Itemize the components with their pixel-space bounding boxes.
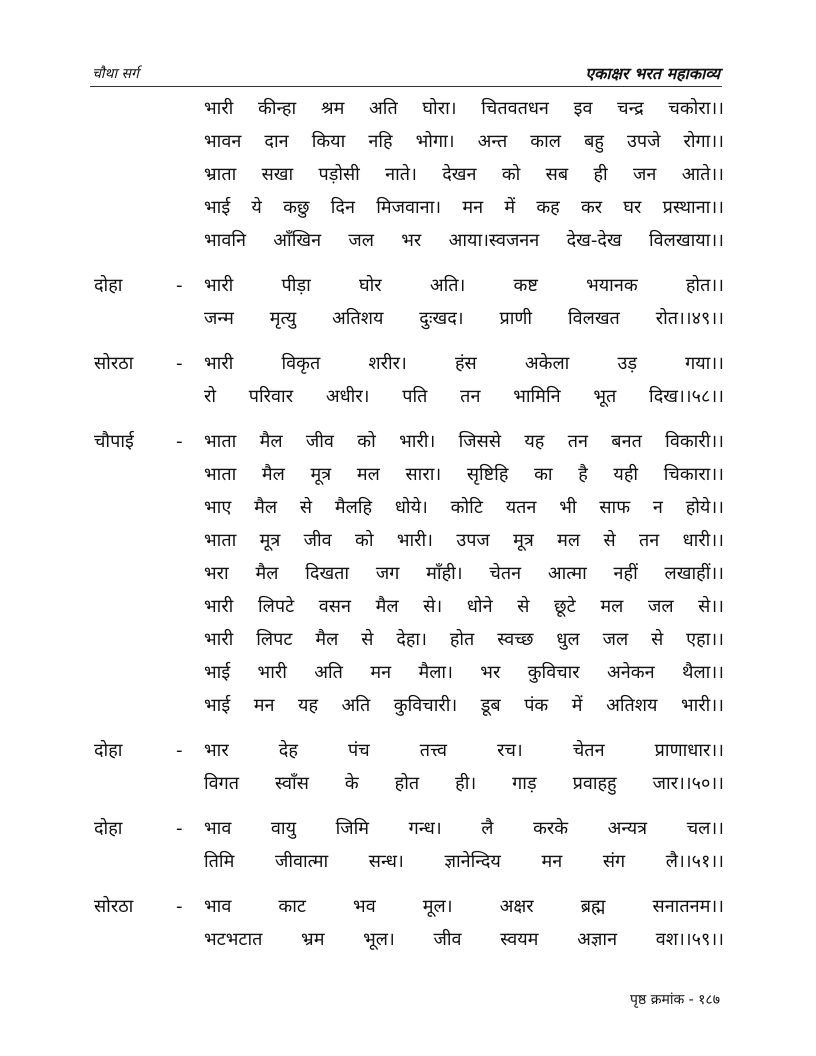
stanza-dash: - xyxy=(176,740,183,761)
stanza-label: दोहा xyxy=(94,740,123,761)
verse-line: रो परिवार अधीर। पति तन भामिनि भूत दिख।।५८।। xyxy=(204,386,724,407)
stanza-label: सोरठा xyxy=(94,353,134,374)
stanza-sortha xyxy=(0,890,816,956)
stanza-doha xyxy=(0,269,816,335)
verse-line: भारी लिपटे वसन मैल से। धोने से छूटे मल जल से।। xyxy=(204,596,724,617)
verse-line: भार देह पंच तत्त्व रच। चेतन प्राणाधार।। xyxy=(204,740,724,761)
header-divider xyxy=(90,86,722,87)
stanza-intro xyxy=(0,92,816,257)
verse-line: भाता मैल जीव को भारी। जिससे यह तन बनत विकारी।। xyxy=(204,431,724,452)
stanza-doha xyxy=(0,734,816,800)
verse-line: भावन दान किया नहि भोगा। अन्त काल बहु उपजे रोगा।। xyxy=(204,131,724,152)
verse-body xyxy=(0,92,816,956)
verse-line: भावनि आँखिन जल भर आया।स्वजनन देख-देख विलखाया।। xyxy=(204,230,724,251)
verse-line: भारी लिपट मैल से देहा। होत स्वच्छ धुल जल से एहा।। xyxy=(204,629,724,650)
verse-line: भाई ये कछु दिन मिजवाना। मन में कह कर घर प्रस्थाना।। xyxy=(204,197,724,218)
verse-line: भाता मैल मूत्र मल सारा। सृष्टिहि का है यही चिकारा।। xyxy=(204,464,724,485)
stanza-label: दोहा xyxy=(94,818,123,839)
stanza-dash: - xyxy=(176,818,183,839)
stanza-dash: - xyxy=(176,353,183,374)
stanza-label: चौपाई xyxy=(94,431,134,452)
verse-line: भटभटात भ्रम भूल। जीव स्वयम अज्ञान वश।।५९।। xyxy=(204,929,724,950)
stanza-doha xyxy=(0,812,816,878)
verse-line: भाए मैल से मैलहि धोये। कोटि यतन भी साफ न होये।। xyxy=(204,497,724,518)
verse-line: भाई भारी अति मन मैला। भर कुविचार अनेकन थैला।। xyxy=(204,662,724,683)
verse-line: भाता मूत्र जीव को भारी। उपज मूत्र मल से तन धारी।। xyxy=(204,530,724,551)
header-chapter: चौथा सर्ग xyxy=(92,66,139,82)
stanza-dash: - xyxy=(176,431,183,452)
verse-line: भारी कीन्हा श्रम अति घोरा। चितवतधन इव चन्द्र चकोरा।। xyxy=(204,98,724,119)
verse-line: तिमि जीवात्मा सन्ध। ज्ञानेन्दिय मन संग लै।।५१।। xyxy=(204,851,724,872)
stanza-dash: - xyxy=(176,896,183,917)
verse-line: भ्राता सखा पड़ोसी नाते। देखन को सब ही जन आते।। xyxy=(204,164,724,185)
stanza-chaupai xyxy=(0,425,816,722)
verse-line: भारी विकृत शरीर। हंस अकेला उड़ गया।। xyxy=(204,353,724,374)
verse-line: जन्म मृत्यु अतिशय दुःखद। प्राणी विलखत रोत।।४९।। xyxy=(204,308,724,329)
verse-line: भाई मन यह अति कुविचारी। डूब पंक में अतिशय भारी।। xyxy=(204,695,724,716)
verse-line: भारी पीड़ा घोर अति। कष्ट भयानक होत।। xyxy=(204,275,724,296)
verse-line: विगत स्वाँस के होत ही। गाड़ प्रवाहहु जार।।५०।। xyxy=(204,773,724,794)
verse-line: भरा मैल दिखता जग माँही। चेतन आत्मा नहीं लखाहीं।। xyxy=(204,563,724,584)
stanza-label: सोरठा xyxy=(94,896,134,917)
header-book-title: एकाक्षर भरत महाकाव्य xyxy=(585,64,720,83)
page-number: पृष्ठ क्रमांक - १८७ xyxy=(630,992,720,1008)
verse-line: भाव वायु जिमि गन्ध। लै करके अन्यत्र चल।। xyxy=(204,818,724,839)
stanza-sortha xyxy=(0,347,816,413)
stanza-label: दोहा xyxy=(94,275,123,296)
verse-line: भाव काट भव मूल। अक्षर ब्रह्म सनातनम।। xyxy=(204,896,724,917)
stanza-dash: - xyxy=(176,275,183,296)
